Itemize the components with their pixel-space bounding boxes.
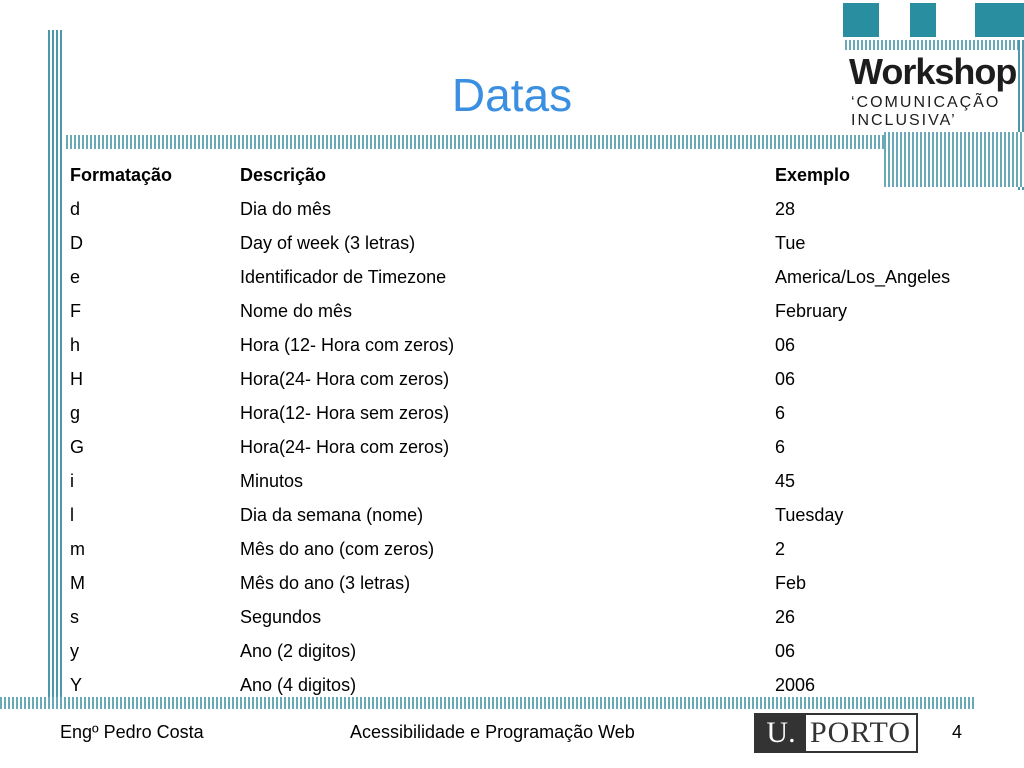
date-format-table bbox=[70, 158, 995, 702]
table-row bbox=[70, 532, 995, 566]
table-row bbox=[70, 430, 995, 464]
cell-example: America/Los_Angeles bbox=[775, 266, 951, 287]
cell-format-code: H bbox=[70, 368, 83, 389]
cell-format-code: i bbox=[70, 470, 74, 491]
cell-format-code: M bbox=[70, 572, 85, 593]
table-row bbox=[70, 226, 995, 260]
table-row bbox=[70, 464, 995, 498]
page-number: 4 bbox=[952, 722, 963, 742]
cell-description: Identificador de Timezone bbox=[240, 266, 447, 287]
table-row bbox=[70, 362, 995, 396]
cell-description: Mês do ano (3 letras) bbox=[240, 572, 411, 593]
cell-format-code: d bbox=[70, 198, 81, 219]
cell-description: Ano (2 digitos) bbox=[240, 640, 357, 661]
cell-example: 06 bbox=[775, 334, 796, 355]
cell-format-code: F bbox=[70, 300, 81, 321]
cell-format-code: D bbox=[70, 232, 83, 253]
cell-format-code: y bbox=[70, 640, 79, 661]
cell-format-code: s bbox=[70, 606, 79, 627]
cell-description: Nome do mês bbox=[240, 300, 353, 321]
cell-example: February bbox=[775, 300, 848, 321]
uporto-logo-name: PORTO bbox=[810, 716, 912, 749]
logo-block-3 bbox=[975, 3, 1024, 37]
cell-example: 06 bbox=[775, 368, 796, 389]
cell-description: Hora(24- Hora com zeros) bbox=[240, 436, 450, 457]
table-row bbox=[70, 260, 995, 294]
table-row bbox=[70, 668, 995, 702]
cell-example: Tuesday bbox=[775, 504, 844, 525]
left-decorative-bars bbox=[48, 30, 62, 700]
cell-description: Ano (4 digitos) bbox=[240, 674, 357, 695]
cell-example: 2 bbox=[775, 538, 786, 559]
cell-description: Segundos bbox=[240, 606, 322, 627]
logo-block-2 bbox=[910, 3, 936, 37]
cell-description: Hora(24- Hora com zeros) bbox=[240, 368, 450, 389]
cell-example: 45 bbox=[775, 470, 796, 491]
logo-subtitle-line2: INCLUSIVA’ bbox=[851, 112, 957, 129]
table-header-row bbox=[70, 158, 995, 192]
cell-description: Mês do ano (com zeros) bbox=[240, 538, 435, 559]
table-row bbox=[70, 566, 995, 600]
cell-example: Feb bbox=[775, 572, 807, 593]
logo-block-1 bbox=[843, 3, 879, 37]
table-row bbox=[70, 634, 995, 668]
cell-example: 6 bbox=[775, 402, 786, 423]
cell-example: 26 bbox=[775, 606, 796, 627]
uporto-logo-u: U. bbox=[756, 715, 806, 751]
footer-author: Engº Pedro Costa bbox=[60, 722, 204, 742]
table-row bbox=[70, 328, 995, 362]
cell-description: Dia da semana (nome) bbox=[240, 504, 424, 525]
table-row bbox=[70, 294, 995, 328]
cell-description: Minutos bbox=[240, 470, 304, 491]
cell-example: Tue bbox=[775, 232, 806, 253]
cell-format-code: G bbox=[70, 436, 85, 457]
top-decorative-rule bbox=[66, 135, 884, 149]
logo-title: Workshop bbox=[849, 51, 1017, 92]
logo-stripes-top bbox=[845, 40, 1024, 50]
header-descricao: Descrição bbox=[240, 164, 327, 185]
logo-subtitle-line1: ‘COMUNICAÇÃO bbox=[851, 94, 1001, 111]
slide-title: Datas bbox=[451, 69, 573, 121]
cell-example: 28 bbox=[775, 198, 796, 219]
cell-format-code: l bbox=[70, 504, 74, 525]
cell-description: Day of week (3 letras) bbox=[240, 232, 416, 253]
footer-course: Acessibilidade e Programação Web bbox=[350, 722, 635, 742]
cell-description: Dia do mês bbox=[240, 198, 332, 219]
cell-format-code: e bbox=[70, 266, 81, 287]
cell-description: Hora (12- Hora com zeros) bbox=[240, 334, 455, 355]
cell-example: 2006 bbox=[775, 674, 816, 695]
table-row bbox=[70, 396, 995, 430]
cell-example: 6 bbox=[775, 436, 786, 457]
cell-format-code: Y bbox=[70, 674, 83, 695]
cell-description: Hora(12- Hora sem zeros) bbox=[240, 402, 450, 423]
table-row bbox=[70, 498, 995, 532]
table-row bbox=[70, 600, 995, 634]
table-row bbox=[70, 192, 995, 226]
header-formatacao: Formatação bbox=[70, 164, 173, 185]
uporto-logo bbox=[754, 713, 918, 753]
cell-format-code: h bbox=[70, 334, 81, 355]
cell-example: 06 bbox=[775, 640, 796, 661]
cell-format-code: g bbox=[70, 402, 81, 423]
cell-format-code: m bbox=[70, 538, 85, 559]
header-exemplo: Exemplo bbox=[775, 164, 851, 185]
